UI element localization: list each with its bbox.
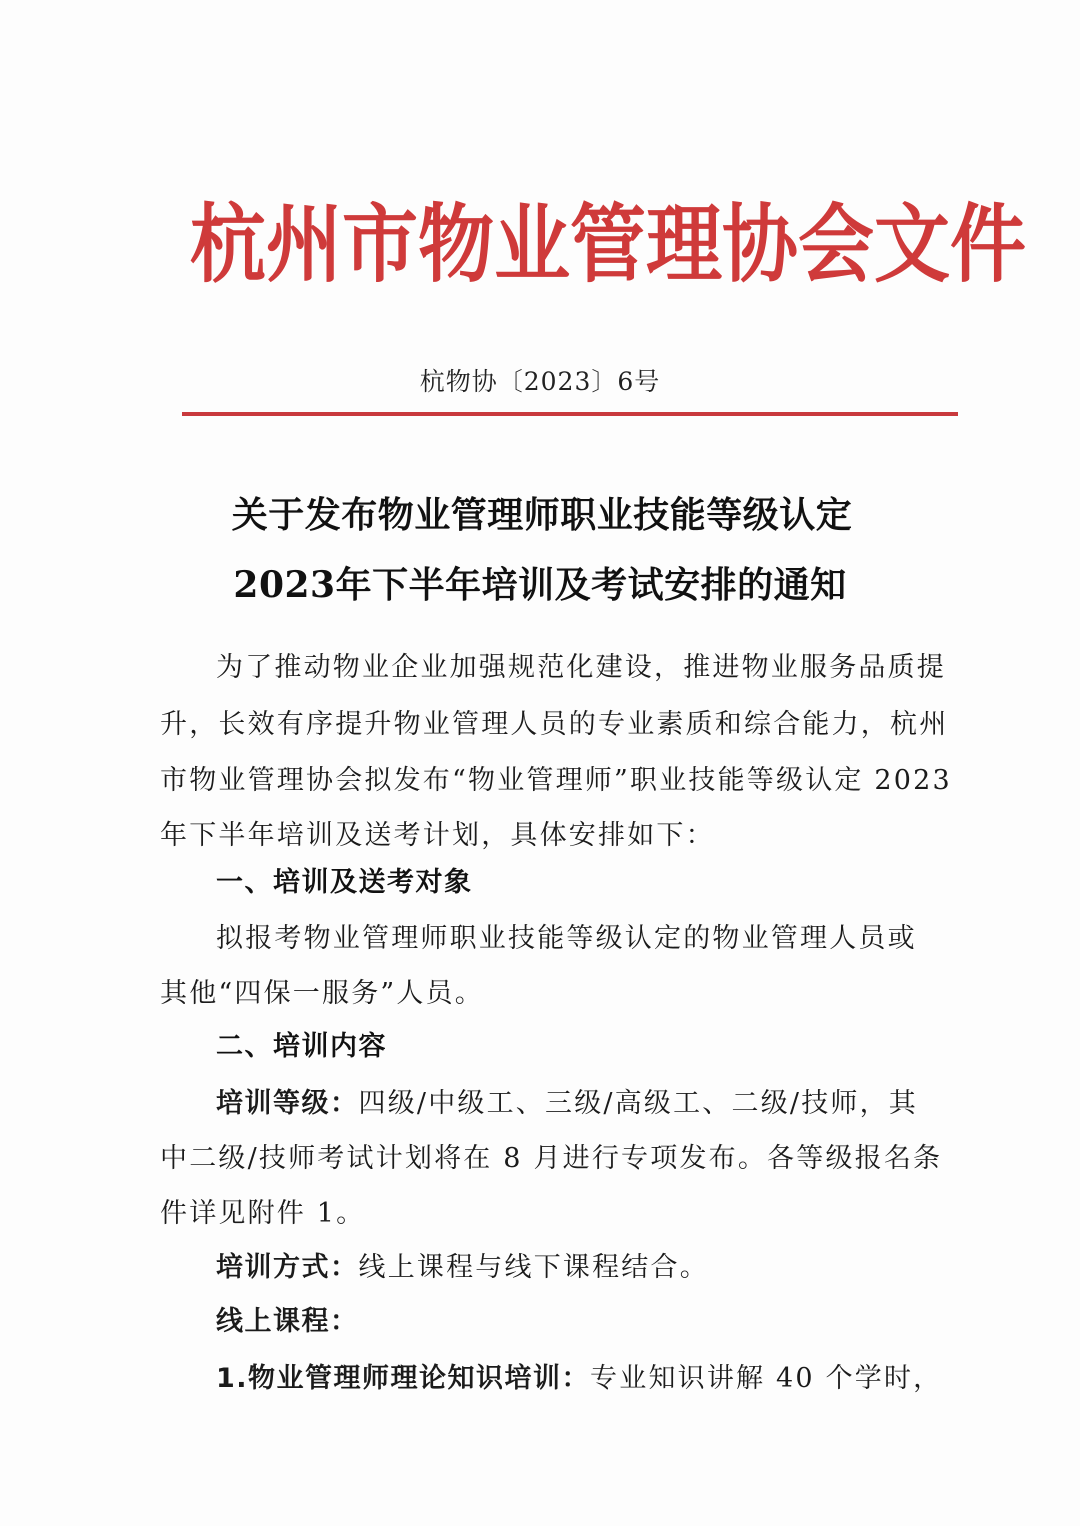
masthead-char: 物	[418, 194, 494, 295]
red-divider-rule	[182, 412, 958, 416]
intro-line-2: 升，长效有序提升物业管理人员的专业素质和综合能力，杭州	[160, 709, 949, 740]
course-item-1	[216, 1356, 942, 1395]
training-levels-line-1	[216, 1081, 918, 1120]
masthead-char: 市	[342, 194, 418, 295]
training-levels-line-2: 中二级/技师考试计划将在 8 月进行专项发布。各等级报名条	[160, 1143, 943, 1174]
masthead-char: 理	[646, 194, 722, 295]
masthead-char: 杭	[190, 194, 266, 295]
masthead-char: 州	[266, 194, 342, 295]
intro-line-4: 年下半年培训及送考计划，具体安排如下：	[160, 820, 715, 851]
training-method-text: 线上课程与线下课程结合。	[358, 1252, 709, 1283]
document-number: 杭物协〔2023〕6号	[419, 367, 661, 396]
intro-line-3: 市物业管理协会拟发布“物业管理师”职业技能等级认定 2023	[160, 765, 952, 796]
masthead-char: 件	[950, 194, 1026, 295]
section-1-line-1: 拟报考物业管理师职业技能等级认定的物业管理人员或	[216, 923, 917, 954]
notice-title-line-2: 2023年下半年培训及考试安排的通知	[233, 564, 847, 606]
training-levels-label: 培训等级：	[216, 1088, 359, 1119]
training-method-label: 培训方式：	[216, 1252, 359, 1283]
online-courses-label: 线上课程：	[216, 1306, 359, 1337]
online-courses-line	[216, 1299, 359, 1338]
masthead-char: 会	[798, 194, 874, 295]
issuer-masthead	[190, 194, 1026, 296]
masthead-char: 业	[494, 194, 570, 295]
training-levels-text: 四级/中级工、三级/高级工、二级/技师，其	[358, 1088, 918, 1119]
section-2-heading: 二、培训内容	[216, 1031, 387, 1062]
course-item-1-label: 1.物业管理师理论知识培训：	[216, 1363, 591, 1394]
masthead-char: 管	[570, 194, 646, 295]
section-1-line-2: 其他“四保一服务”人员。	[160, 978, 485, 1009]
masthead-char: 文	[874, 194, 950, 295]
training-levels-line-3: 件详见附件 1。	[160, 1198, 366, 1229]
course-item-1-text: 专业知识讲解 40 个学时，	[590, 1363, 943, 1394]
training-method-line	[216, 1245, 709, 1284]
section-1-heading: 一、培训及送考对象	[216, 867, 473, 898]
intro-line-1: 为了推动物业企业加强规范化建设，推进物业服务品质提	[216, 652, 946, 683]
masthead-char: 协	[722, 194, 798, 295]
notice-title-line-1: 关于发布物业管理师职业技能等级认定	[231, 494, 853, 536]
